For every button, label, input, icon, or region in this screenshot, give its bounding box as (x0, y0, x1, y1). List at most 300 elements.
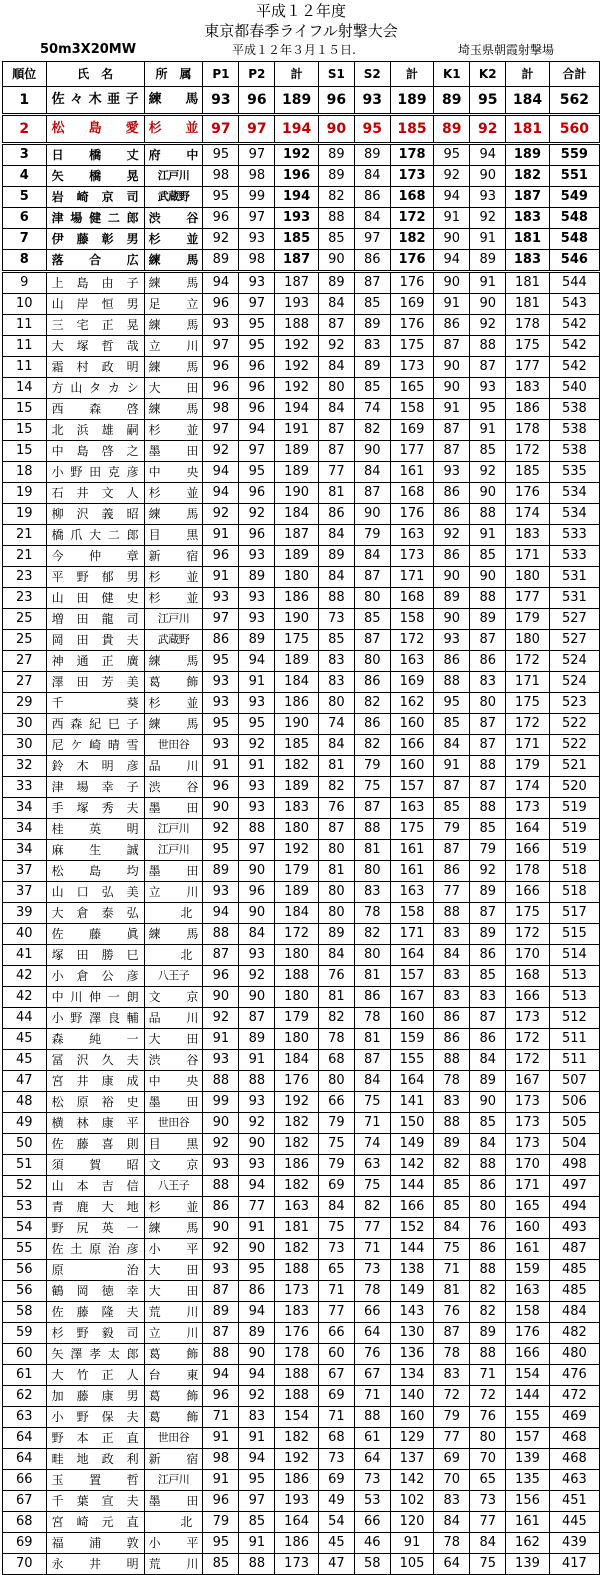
cell-p2: 77 (239, 1197, 275, 1218)
cell-p-total: 192 (275, 357, 319, 378)
cell-k-total: 177 (506, 588, 550, 609)
cell-p1: 96 (203, 378, 239, 399)
cell-club: 渋谷 (144, 208, 203, 229)
cell-k1: 72 (434, 1386, 470, 1407)
cell-p1: 95 (203, 1533, 239, 1554)
cell-rank: 21 (3, 546, 47, 567)
cell-k1: 92 (434, 525, 470, 546)
table-row (3, 714, 600, 735)
cell-k-total: 185 (506, 462, 550, 483)
cell-p1: 90 (203, 1113, 239, 1134)
cell-s2: 73 (354, 1470, 390, 1491)
cell-rank: 58 (3, 1302, 47, 1323)
table-row (3, 1029, 600, 1050)
cell-k1: 88 (434, 1113, 470, 1134)
cell-p1: 88 (203, 1344, 239, 1365)
cell-rank: 44 (3, 1008, 47, 1029)
cell-club: 墨田 (144, 861, 203, 882)
cell-k2: 87 (470, 357, 506, 378)
cell-k1: 87 (434, 336, 470, 357)
cell-p2: 93 (239, 777, 275, 798)
cell-p1: 94 (203, 462, 239, 483)
table-row (3, 630, 600, 651)
cell-grand-total: 531 (549, 588, 599, 609)
cell-name: 矢澤孝太郎 (46, 1344, 144, 1365)
cell-p1: 87 (203, 945, 239, 966)
cell-s2: 90 (354, 504, 390, 525)
cell-p-total: 175 (275, 630, 319, 651)
table-row (3, 546, 600, 567)
cell-rank: 64 (3, 1428, 47, 1449)
column-header-club: 所 属 (144, 62, 203, 87)
cell-s-total: 168 (390, 483, 434, 504)
cell-p-total: 191 (275, 420, 319, 441)
cell-k2: 92 (470, 208, 506, 229)
cell-p1: 93 (203, 672, 239, 693)
column-header-s-total: 計 (390, 62, 434, 87)
cell-grand-total: 527 (549, 609, 599, 630)
cell-k-total: 166 (506, 882, 550, 903)
cell-name: 今仲章 (46, 546, 144, 567)
cell-k2: 85 (470, 441, 506, 462)
cell-p-total: 180 (275, 819, 319, 840)
column-header-k1: K1 (434, 62, 470, 87)
cell-s-total: 172 (390, 630, 434, 651)
cell-p1: 89 (203, 250, 239, 272)
cell-club: 練馬 (144, 924, 203, 945)
cell-s-total: 161 (390, 462, 434, 483)
cell-rank: 1 (3, 87, 47, 115)
table-row (3, 672, 600, 693)
cell-club: 葛飾 (144, 1344, 203, 1365)
cell-s1: 77 (318, 462, 354, 483)
cell-rank: 11 (3, 357, 47, 378)
cell-name: 橋爪大二郎 (46, 525, 144, 546)
cell-s1: 89 (318, 924, 354, 945)
cell-p-total: 185 (275, 229, 319, 250)
cell-club: 杉並 (144, 588, 203, 609)
cell-s2: 74 (354, 1134, 390, 1155)
cell-s-total: 142 (390, 1470, 434, 1491)
cell-s-total: 162 (390, 693, 434, 714)
cell-k2: 84 (470, 1533, 506, 1554)
cell-s1: 67 (318, 1365, 354, 1386)
cell-k2: 86 (470, 1176, 506, 1197)
cell-p1: 93 (203, 1155, 239, 1176)
cell-grand-total: 531 (549, 567, 599, 588)
cell-k1: 83 (434, 987, 470, 1008)
event-venue: 埼玉県朝霞射撃場 (458, 43, 555, 57)
table-row (3, 166, 600, 187)
cell-k1: 69 (434, 1449, 470, 1470)
cell-k-total: 155 (506, 1407, 550, 1428)
cell-club: 墨田 (144, 441, 203, 462)
cell-p2: 95 (239, 1470, 275, 1491)
table-row (3, 1470, 600, 1491)
cell-club: 府中 (144, 144, 203, 166)
cell-rank: 56 (3, 1260, 47, 1281)
cell-k2: 92 (470, 115, 506, 144)
cell-k-total: 172 (506, 651, 550, 672)
cell-p-total: 182 (275, 756, 319, 777)
cell-s1: 84 (318, 399, 354, 420)
cell-grand-total: 548 (549, 229, 599, 250)
cell-k1: 76 (434, 1302, 470, 1323)
cell-k1: 86 (434, 546, 470, 567)
cell-p-total: 193 (275, 294, 319, 315)
cell-grand-total: 538 (549, 399, 599, 420)
cell-p-total: 186 (275, 1155, 319, 1176)
column-header-s2: S2 (354, 62, 390, 87)
cell-rank: 14 (3, 378, 47, 399)
cell-p2: 93 (239, 272, 275, 294)
cell-p1: 92 (203, 819, 239, 840)
cell-k1: 86 (434, 315, 470, 336)
cell-p1: 86 (203, 630, 239, 651)
cell-k1: 95 (434, 693, 470, 714)
cell-k-total: 171 (506, 546, 550, 567)
cell-club: 江戸川 (144, 840, 203, 861)
cell-k1: 86 (434, 504, 470, 525)
cell-k2: 91 (470, 272, 506, 294)
cell-s-total: 169 (390, 420, 434, 441)
cell-k2: 86 (470, 651, 506, 672)
cell-k2: 73 (470, 1491, 506, 1512)
cell-name: 福浦敦 (46, 1533, 144, 1554)
cell-p2: 97 (239, 1491, 275, 1512)
cell-p1: 92 (203, 1239, 239, 1260)
cell-k2: 87 (470, 903, 506, 924)
cell-k2: 80 (470, 693, 506, 714)
cell-p-total: 182 (275, 1176, 319, 1197)
table-row (3, 840, 600, 861)
cell-grand-total: 538 (549, 420, 599, 441)
cell-p-total: 182 (275, 1428, 319, 1449)
cell-club: 北 (144, 903, 203, 924)
cell-p-total: 192 (275, 1449, 319, 1470)
cell-p-total: 186 (275, 1470, 319, 1491)
cell-p2: 96 (239, 525, 275, 546)
cell-p-total: 194 (275, 115, 319, 144)
cell-p2: 90 (239, 1134, 275, 1155)
cell-club: 足立 (144, 294, 203, 315)
cell-name: 澤田芳美 (46, 672, 144, 693)
cell-k1: 88 (434, 672, 470, 693)
cell-k-total: 172 (506, 1029, 550, 1050)
cell-club: 荒川 (144, 1554, 203, 1575)
cell-s-total: 176 (390, 250, 434, 272)
cell-p2: 91 (239, 1428, 275, 1449)
cell-p-total: 193 (275, 208, 319, 229)
cell-s-total: 175 (390, 819, 434, 840)
cell-s-total: 144 (390, 1176, 434, 1197)
cell-rank: 59 (3, 1323, 47, 1344)
cell-p2: 90 (239, 903, 275, 924)
cell-s-total: 143 (390, 1302, 434, 1323)
column-header-k-total: 計 (506, 62, 550, 87)
cell-p-total: 180 (275, 567, 319, 588)
cell-grand-total: 548 (549, 208, 599, 229)
cell-s-total: 168 (390, 187, 434, 208)
table-row (3, 1491, 600, 1512)
cell-s1: 87 (318, 819, 354, 840)
cell-k2: 95 (470, 399, 506, 420)
cell-p2: 90 (239, 987, 275, 1008)
cell-club: 小平 (144, 1239, 203, 1260)
cell-k1: 86 (434, 1029, 470, 1050)
cell-rank: 15 (3, 441, 47, 462)
cell-k-total: 175 (506, 336, 550, 357)
cell-p-total: 184 (275, 903, 319, 924)
cell-s1: 83 (318, 651, 354, 672)
cell-s2: 71 (354, 1239, 390, 1260)
cell-p-total: 184 (275, 1050, 319, 1071)
cell-p2: 96 (239, 483, 275, 504)
cell-p1: 97 (203, 609, 239, 630)
cell-s1: 82 (318, 777, 354, 798)
cell-rank: 64 (3, 1449, 47, 1470)
cell-club: 中央 (144, 1071, 203, 1092)
cell-p-total: 163 (275, 1197, 319, 1218)
cell-s2: 80 (354, 945, 390, 966)
table-row (3, 1134, 600, 1155)
cell-k1: 81 (434, 1281, 470, 1302)
cell-s1: 45 (318, 1533, 354, 1554)
cell-club: 品川 (144, 1008, 203, 1029)
cell-s-total: 165 (390, 378, 434, 399)
cell-k1: 89 (434, 588, 470, 609)
cell-grand-total: 514 (549, 945, 599, 966)
cell-name: 永井明 (46, 1554, 144, 1575)
cell-club: 立川 (144, 1323, 203, 1344)
cell-name: 津場幸子 (46, 777, 144, 798)
cell-k-total: 186 (506, 399, 550, 420)
cell-s1: 49 (318, 1491, 354, 1512)
cell-name: 津場健二郎 (46, 208, 144, 229)
cell-club: 立川 (144, 336, 203, 357)
cell-p2: 91 (239, 1533, 275, 1554)
cell-grand-total: 543 (549, 294, 599, 315)
cell-grand-total: 487 (549, 1239, 599, 1260)
cell-s-total: 173 (390, 546, 434, 567)
cell-s1: 73 (318, 1449, 354, 1470)
table-row (3, 1428, 600, 1449)
cell-club: 大田 (144, 1260, 203, 1281)
cell-k-total: 179 (506, 756, 550, 777)
cell-k-total: 162 (506, 1533, 550, 1554)
cell-grand-total: 482 (549, 1323, 599, 1344)
cell-k1: 91 (434, 208, 470, 229)
cell-s-total: 176 (390, 315, 434, 336)
table-row (3, 1302, 600, 1323)
cell-s1: 87 (318, 420, 354, 441)
cell-k-total: 172 (506, 924, 550, 945)
cell-p1: 93 (203, 693, 239, 714)
cell-name: 佐藤喜則 (46, 1134, 144, 1155)
cell-s2: 53 (354, 1491, 390, 1512)
cell-s1: 85 (318, 630, 354, 651)
cell-grand-total: 451 (549, 1491, 599, 1512)
table-row (3, 1365, 600, 1386)
cell-s2: 82 (354, 1197, 390, 1218)
cell-rank: 18 (3, 462, 47, 483)
cell-s2: 86 (354, 187, 390, 208)
cell-grand-total: 523 (549, 693, 599, 714)
cell-rank: 15 (3, 399, 47, 420)
cell-name: 霜村政明 (46, 357, 144, 378)
cell-p1: 96 (203, 357, 239, 378)
table-row (3, 229, 600, 250)
cell-rank: 51 (3, 1155, 47, 1176)
cell-s2: 85 (354, 609, 390, 630)
cell-s-total: 150 (390, 1113, 434, 1134)
cell-k1: 85 (434, 714, 470, 735)
cell-p1: 94 (203, 1365, 239, 1386)
cell-k1: 85 (434, 1176, 470, 1197)
cell-rank: 19 (3, 483, 47, 504)
cell-grand-total: 505 (549, 1113, 599, 1134)
cell-s-total: 120 (390, 1512, 434, 1533)
cell-k1: 83 (434, 1092, 470, 1113)
cell-club: 新宿 (144, 1449, 203, 1470)
cell-s2: 46 (354, 1533, 390, 1554)
column-header-p-total: 計 (275, 62, 319, 87)
cell-k2: 94 (470, 144, 506, 166)
cell-p1: 85 (203, 1554, 239, 1575)
cell-name: 西森紀巳子 (46, 714, 144, 735)
cell-rank: 23 (3, 588, 47, 609)
table-row (3, 861, 600, 882)
cell-grand-total: 524 (549, 651, 599, 672)
cell-p-total: 182 (275, 1134, 319, 1155)
cell-p1: 89 (203, 1302, 239, 1323)
cell-grand-total: 517 (549, 903, 599, 924)
cell-p-total: 189 (275, 87, 319, 115)
cell-name: 畦地政利 (46, 1449, 144, 1470)
cell-name: 玉置哲 (46, 1470, 144, 1491)
cell-s1: 60 (318, 1344, 354, 1365)
cell-name: 松島愛 (46, 115, 144, 144)
cell-k1: 78 (434, 1071, 470, 1092)
cell-s2: 89 (354, 315, 390, 336)
cell-p1: 94 (203, 903, 239, 924)
table-row (3, 294, 600, 315)
cell-s2: 89 (354, 357, 390, 378)
cell-k-total: 178 (506, 315, 550, 336)
cell-p1: 96 (203, 1491, 239, 1512)
cell-s2: 82 (354, 735, 390, 756)
cell-s-total: 129 (390, 1428, 434, 1449)
table-row (3, 1260, 600, 1281)
cell-k1: 83 (434, 924, 470, 945)
cell-s1: 86 (318, 504, 354, 525)
table-row (3, 1407, 600, 1428)
event-code: 50m3X20MW (40, 42, 137, 57)
cell-s-total: 176 (390, 504, 434, 525)
cell-k1: 91 (434, 399, 470, 420)
cell-name: 小野田克彦 (46, 462, 144, 483)
cell-s-total: 144 (390, 1239, 434, 1260)
cell-s2: 80 (354, 588, 390, 609)
cell-s2: 84 (354, 462, 390, 483)
cell-k2: 93 (470, 378, 506, 399)
cell-rank: 4 (3, 166, 47, 187)
cell-s1: 80 (318, 840, 354, 861)
cell-s-total: 169 (390, 672, 434, 693)
cell-s1: 89 (318, 546, 354, 567)
cell-k1: 78 (434, 1533, 470, 1554)
cell-p1: 90 (203, 987, 239, 1008)
cell-k2: 88 (470, 756, 506, 777)
cell-s1: 81 (318, 756, 354, 777)
cell-rank: 41 (3, 945, 47, 966)
cell-s1: 84 (318, 735, 354, 756)
cell-s1: 66 (318, 1323, 354, 1344)
cell-p2: 93 (239, 546, 275, 567)
cell-p-total: 172 (275, 924, 319, 945)
cell-s2: 64 (354, 1449, 390, 1470)
cell-p2: 96 (239, 357, 275, 378)
cell-s1: 80 (318, 693, 354, 714)
cell-p1: 86 (203, 1197, 239, 1218)
cell-s1: 69 (318, 1176, 354, 1197)
cell-s1: 87 (318, 441, 354, 462)
table-row (3, 924, 600, 945)
cell-s1: 87 (318, 315, 354, 336)
cell-s1: 75 (318, 1134, 354, 1155)
cell-p1: 79 (203, 1512, 239, 1533)
cell-club: 立川 (144, 882, 203, 903)
cell-s2: 83 (354, 336, 390, 357)
cell-k-total: 180 (506, 630, 550, 651)
cell-rank: 48 (3, 1092, 47, 1113)
cell-p1: 89 (203, 861, 239, 882)
cell-k2: 86 (470, 1029, 506, 1050)
cell-k2: 85 (470, 819, 506, 840)
cell-k1: 79 (434, 819, 470, 840)
cell-p1: 98 (203, 399, 239, 420)
cell-name: 西森啓 (46, 399, 144, 420)
cell-p1: 93 (203, 87, 239, 115)
cell-k2: 90 (470, 294, 506, 315)
cell-s2: 78 (354, 1008, 390, 1029)
cell-k1: 89 (434, 115, 470, 144)
cell-p1: 98 (203, 1449, 239, 1470)
cell-name: 岡田貴夫 (46, 630, 144, 651)
cell-rank: 11 (3, 315, 47, 336)
cell-k-total: 187 (506, 187, 550, 208)
cell-grand-total: 519 (549, 840, 599, 861)
cell-s1: 96 (318, 87, 354, 115)
cell-club: 江戸川 (144, 166, 203, 187)
cell-grand-total: 542 (549, 315, 599, 336)
cell-s-total: 173 (390, 166, 434, 187)
cell-p-total: 192 (275, 1092, 319, 1113)
cell-k2: 80 (470, 1197, 506, 1218)
cell-s1: 54 (318, 1512, 354, 1533)
cell-k-total: 167 (506, 1071, 550, 1092)
cell-k2: 79 (470, 840, 506, 861)
cell-s1: 73 (318, 609, 354, 630)
cell-s1: 84 (318, 294, 354, 315)
cell-p2: 90 (239, 1344, 275, 1365)
cell-grand-total: 497 (549, 1176, 599, 1197)
cell-s-total: 169 (390, 294, 434, 315)
cell-s2: 76 (354, 1344, 390, 1365)
table-row (3, 1449, 600, 1470)
event-date: 平成１２年３月１５日. (232, 43, 356, 57)
cell-k-total: 160 (506, 1218, 550, 1239)
